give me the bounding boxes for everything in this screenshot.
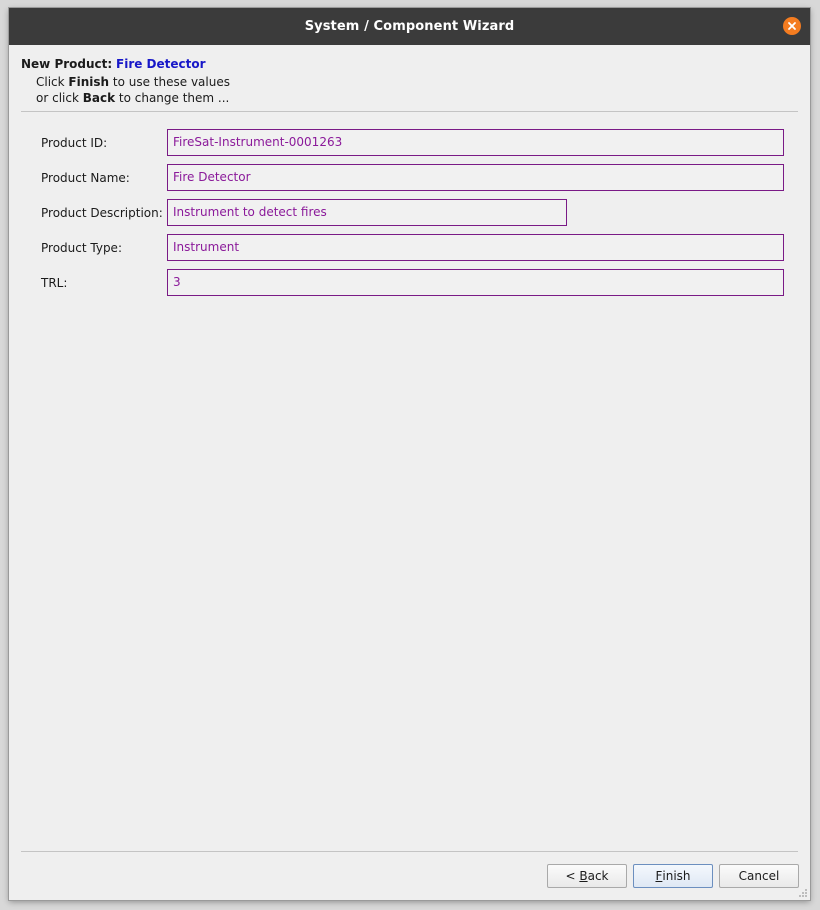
- instruction-back-bold: Back: [82, 91, 116, 105]
- wizard-header: [21, 56, 230, 106]
- product-type-label: Product Type:: [41, 241, 122, 255]
- back-button-rest: ack: [587, 869, 609, 883]
- cancel-button[interactable]: [719, 864, 799, 888]
- product-id-field[interactable]: FireSat-Instrument-0001263: [167, 129, 784, 156]
- trl-field[interactable]: 3: [167, 269, 784, 296]
- instruction-back-post: to change them ...: [115, 91, 230, 105]
- finish-button-mnemonic: F: [655, 869, 663, 883]
- instruction-back: [21, 90, 230, 106]
- product-name-label: Product Name:: [41, 171, 130, 185]
- footer-separator: [21, 851, 798, 852]
- product-name-field[interactable]: Fire Detector: [167, 164, 784, 191]
- finish-button-rest: inish: [662, 869, 691, 883]
- product-type-field[interactable]: Instrument: [167, 234, 784, 261]
- back-button[interactable]: [547, 864, 627, 888]
- resize-grip-icon[interactable]: [798, 888, 808, 898]
- wizard-window: [9, 8, 810, 900]
- close-icon[interactable]: [783, 17, 801, 35]
- product-description-label: Product Description:: [41, 206, 163, 220]
- instruction-finish: [21, 74, 230, 90]
- new-product-name: Fire Detector: [116, 57, 206, 71]
- trl-label: TRL:: [41, 276, 68, 290]
- new-product-heading: [21, 56, 230, 74]
- finish-button[interactable]: [633, 864, 713, 888]
- back-button-mnemonic: B: [579, 869, 588, 883]
- instruction-finish-bold: Finish: [68, 75, 110, 89]
- title-bar[interactable]: [9, 8, 810, 45]
- instruction-finish-post: to use these values: [109, 75, 230, 89]
- cancel-button-label: Cancel: [738, 869, 780, 883]
- product-description-field[interactable]: Instrument to detect fires: [167, 199, 567, 226]
- instruction-back-pre: or click: [36, 91, 83, 105]
- back-button-prefix: <: [565, 869, 580, 883]
- header-separator: [21, 111, 798, 112]
- instruction-finish-pre: Click: [36, 75, 69, 89]
- window-title: System / Component Wizard: [304, 19, 515, 34]
- new-product-label: New Product:: [21, 57, 113, 71]
- product-id-label: Product ID:: [41, 136, 108, 150]
